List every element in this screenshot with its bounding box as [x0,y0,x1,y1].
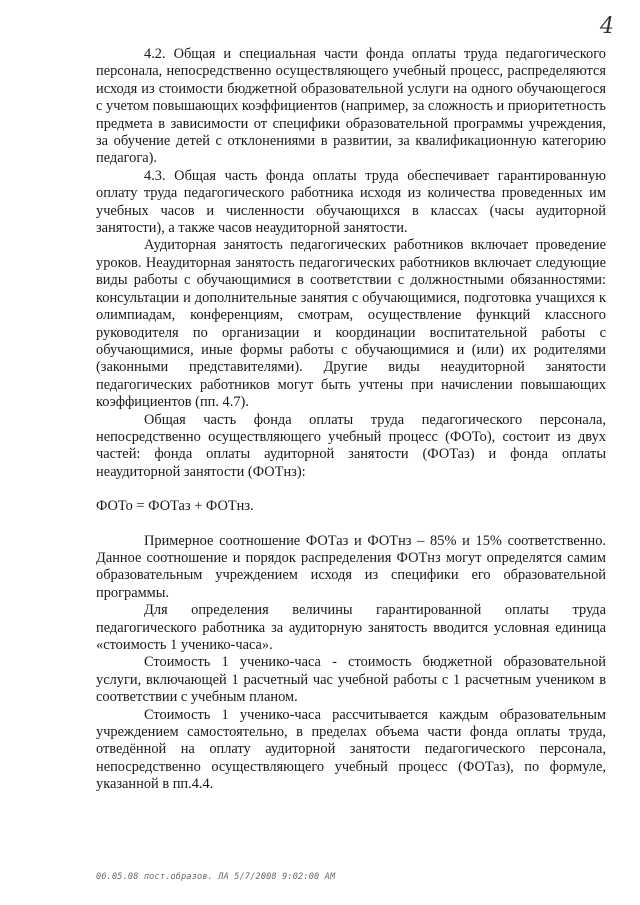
paragraph-4-3: 4.3. Общая часть фонда оплаты труда обеспечивает гарантированную оплату труда педагогического работника исходя из количества проведенных им учебных часов и численности обучающихся в классах (часы аудиторной занятости), а также часов неаудиторной занятости. [96,167,606,237]
paragraph-general-fund-parts: Общая часть фонда оплаты труда педагогического персонала, непосредственно осуществляющего учебный процесс (ФОТо), состоит из двух частей: фонда оплаты аудиторной занятости (ФОТаз) и фонда оплаты неаудиторной занятости (ФОТнз): [96,411,606,480]
paragraph-4-2: 4.2. Общая и специальная части фонда оплаты труда педагогического персонала, непосредственно осуществляющего учебный процесс, распределяются исходя из стоимости бюджетной образовательной услуги на одного обучающегося с учетом повышающих коэффициентов (например, за сложность и приоритетность предмета в зависимости от специфики образовательной программы учреждения, за обучение детей с отклонениями в развитии, за квалификационную категорию педагога). [96,46,606,167]
paragraph-unit-calculation: Стоимость 1 ученико-часа рассчитывается каждым образовательным учреждением самостоятельно, в пределах объема части фонда оплаты труда, отведённой на оплату аудиторной занятости педагогического персонала, непосредственно осуществляющего учебный процесс (ФОТаз), по формуле, указанной в пп.4.4. [96,706,606,793]
document-body [96,46,606,794]
paragraph-ratio: Примерное соотношение ФОТаз и ФОТнз – 85% и 15% соответственно. Данное соотношение и порядок распределения ФОТнз могут определятся самим образовательным учреждением исходя из специфики его образовательной программы. [96,532,606,601]
paragraph-auditory-employment: Аудиторная занятость педагогических работников включает проведение уроков. Неаудиторная занятость педагогических работников включает следующие виды работы с обучающимися в соответствии с должностными обязанностями: консультации и дополнительные занятия с обучающимися, подготовка учащихся к олимпиадам, конференциям, смотрам, осуществление функций классного руководителя по организации и координации воспитательной работы с обучающимися, иные формы работы с обучающимися и (или) их родителями (законными представителями). Другие виды неаудиторной занятости педагогических работников могут быть учтены при начислении повышающих коэффициентов (пп. 4.7). [96,237,606,411]
paragraph-unit-definition: Для определения величины гарантированной оплаты труда педагогического работника за аудиторную занятость вводится условная единица «стоимость 1 ученико-часа». [96,602,606,653]
paragraph-unit-cost: Стоимость 1 ученико-часа - стоимость бюджетной образовательной услуги, включающей 1 расчетный час учебной работы с 1 расчетным учеником в соответствии с учебным планом. [96,654,606,706]
print-stamp-footer: 06.05.08 пост.образов. ЛА 5/7/2008 9:02:00 AM [96,872,336,882]
page-number: 4 [600,14,614,39]
formula: ФОТо = ФОТаз + ФОТнз. [96,498,254,515]
